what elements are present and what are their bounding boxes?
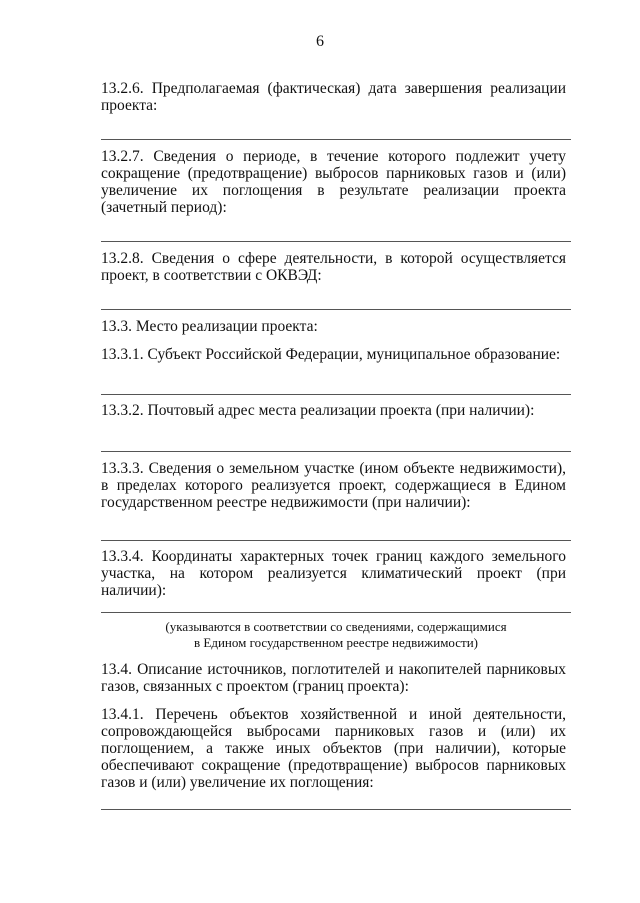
fill-in-line <box>101 612 571 613</box>
section-13-3-1: 13.3.1. Субъект Российской Федерации, муниципальное образование: <box>101 346 561 363</box>
section-13-3-3: 13.3.3. Сведения о земельном участке (ином объекте недвижимости), в пределах которого реализуется проект, содержащиеся в Едином государственном реестре недвижимости (при наличии): <box>101 460 566 511</box>
note-line-2: в Едином государственном реестре недвижимости) <box>194 635 478 650</box>
section-13-3: 13.3. Место реализации проекта: <box>101 318 318 335</box>
page-number: 6 <box>316 33 324 50</box>
fill-in-line <box>101 809 571 810</box>
section-13-3-2: 13.3.2. Почтовый адрес места реализации проекта (при наличии): <box>101 402 535 419</box>
section-13-4-1: 13.4.1. Перечень объектов хозяйственной и иной деятельности, сопровождающейся выбросами парниковых газов и (или) их поглощением, а также иных объектов (при наличии), которые обеспечивают сокращение (предотвращение) выбросов парниковых газов и (или) увеличение их поглощения: <box>101 706 566 791</box>
fill-in-line <box>101 451 571 452</box>
section-13-4: 13.4. Описание источников, поглотителей и накопителей парниковых газов, связанных с проектом (границ проекта): <box>101 661 566 695</box>
section-13-3-4: 13.3.4. Координаты характерных точек границ каждого земельного участка, на котором реализуется климатический проект (при наличии): <box>101 548 566 599</box>
fill-in-line <box>101 309 571 310</box>
fill-in-line <box>101 139 571 140</box>
section-13-2-6: 13.2.6. Предполагаемая (фактическая) дата завершения реализации проекта: <box>101 80 566 114</box>
fill-in-line <box>101 540 571 541</box>
fill-in-line <box>101 394 571 395</box>
note-line-1: (указываются в соответствии со сведениями, содержащимися <box>165 619 507 634</box>
section-13-2-7: 13.2.7. Сведения о периоде, в течение которого подлежит учету сокращение (предотвращение) выбросов парниковых газов и (или) увеличение их поглощения в результате реализации проекта (зачетный период): <box>101 148 566 216</box>
fill-in-line <box>101 241 571 242</box>
section-13-2-8: 13.2.8. Сведения о сфере деятельности, в которой осуществляется проект, в соответствии с ОКВЭД: <box>101 250 566 284</box>
